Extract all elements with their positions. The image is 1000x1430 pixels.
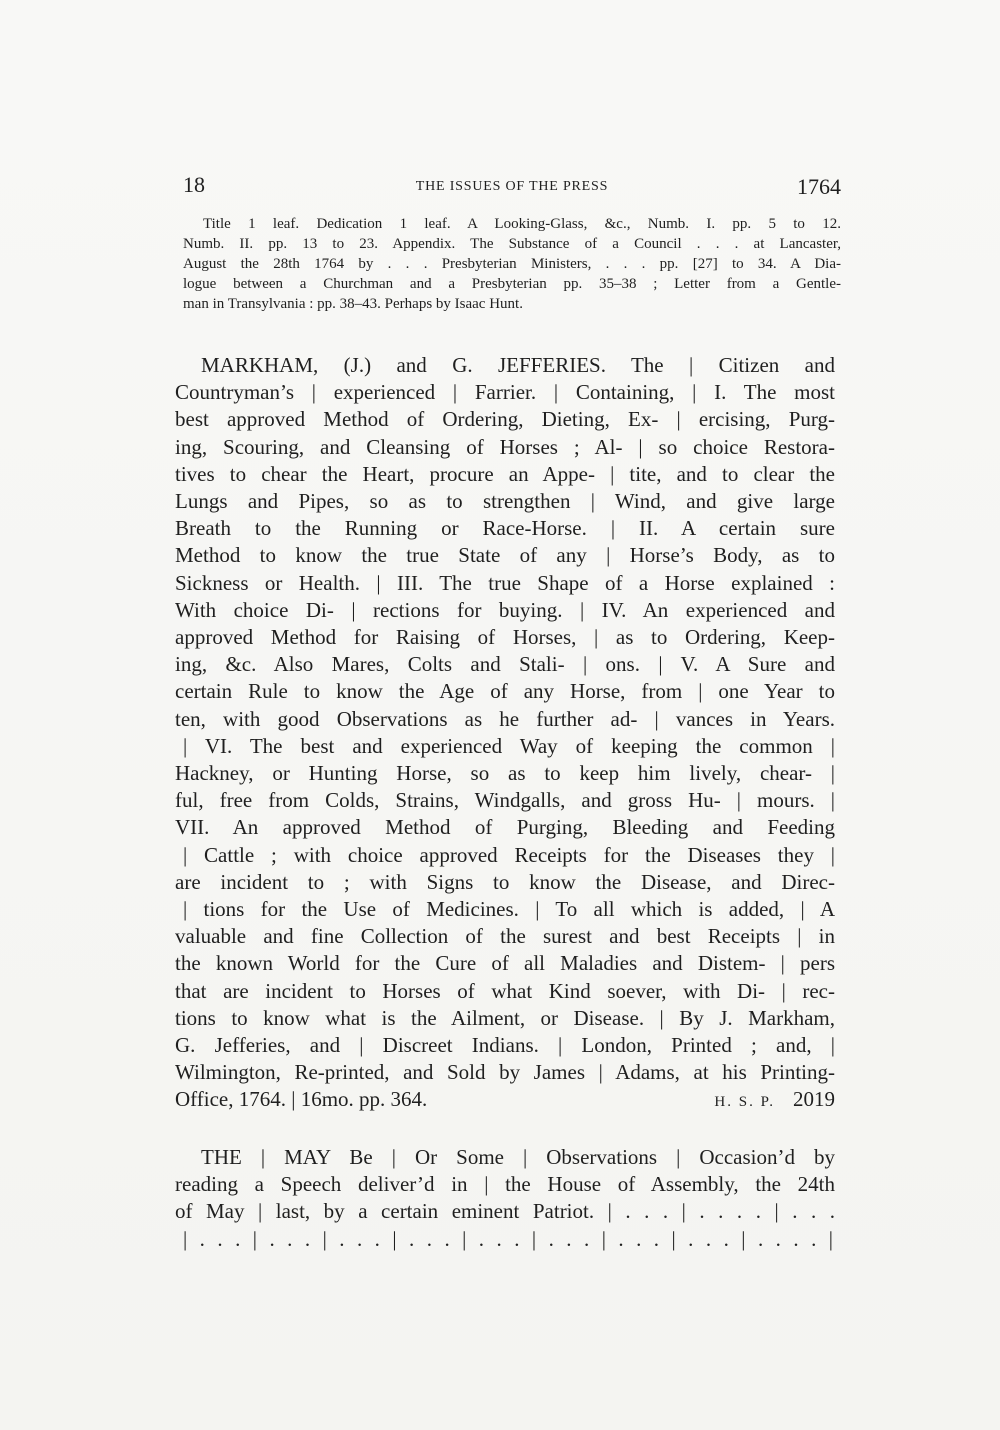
entry-line: that are incident to Horses of what Kind soever, with Di- | rec- xyxy=(175,978,835,1003)
entry-line: valuable and fine Collection of the surest and best Receipts | in xyxy=(175,924,835,949)
entry-line: best approved Method of Ordering, Dieting, Ex- | ercising, Purg- xyxy=(175,407,835,432)
entry-line: | VI. The best and experienced Way of keeping the common | xyxy=(183,733,835,758)
entry-line: the known World for the Cure of all Maladies and Distem- | pers xyxy=(175,951,835,976)
entry-line: ten, with good Observations as he further ad- | vances in Years. xyxy=(175,706,835,731)
entry-line: ing, Scouring, and Cleansing of Horses ; Al- | so choice Restora- xyxy=(175,434,835,459)
entry-line: tives to chear the Heart, procure an Appe- | tite, and to clear the xyxy=(175,461,835,486)
entry-line: Lungs and Pipes, so as to strengthen | Wind, and give large xyxy=(175,489,835,514)
library-abbreviation: H. S. P. xyxy=(714,1094,775,1111)
holding-reference xyxy=(714,1086,835,1116)
entry-line: Wilmington, Re-printed, and Sold by James | Adams, at his Printing- xyxy=(175,1060,835,1085)
entry-line: Breath to the Running or Race-Horse. | II. A certain sure xyxy=(175,516,835,541)
entry-line: | . . . | . . . | . . . | . . . | . . . | . . . | . . . | . . . | . . . . | xyxy=(183,1226,835,1251)
entry-line: reading a Speech deliver’d in | the House of Assembly, the 24th xyxy=(175,1172,835,1197)
entry-line: | tions for the Use of Medicines. | To all which is added, | A xyxy=(183,897,835,922)
entry-line: THE | MAY Be | Or Some | Observations | Occasion’d by xyxy=(201,1145,835,1169)
note-line: man in Transylvania : pp. 38–43. Perhaps by Isaac Hunt. xyxy=(183,296,523,312)
entry-number: 2019 xyxy=(793,1087,835,1112)
entry-line: ing, &c. Also Mares, Colts and Stali- | ons. | V. A Sure and xyxy=(175,652,835,677)
entry-line: With choice Di- | rections for buying. | IV. An experienced and xyxy=(175,597,835,622)
may-entry xyxy=(175,1144,835,1253)
entry-line: certain Rule to know the Age of any Horse, from | one Year to xyxy=(175,679,835,704)
entry-line-text: Office, 1764. | 16mo. pp. 364. xyxy=(175,1087,428,1112)
header-year: 1764 xyxy=(797,174,841,199)
collation-note xyxy=(183,214,841,314)
entry-line: of May | last, by a certain eminent Patriot. | . . . | . . . . | . . . xyxy=(175,1199,835,1224)
entry-line: G. Jefferies, and | Discreet Indians. | London, Printed ; and, | xyxy=(175,1033,835,1058)
markham-entry xyxy=(175,352,835,1114)
entry-line: Hackney, or Hunting Horse, so as to keep him lively, chear- | xyxy=(175,761,835,786)
entry-line: VII. An approved Method of Purging, Bleeding and Feeding xyxy=(175,815,835,840)
running-header xyxy=(183,172,841,206)
entry-line: Method to know the true State of any | Horse’s Body, as to xyxy=(175,543,835,568)
entry-line: | Cattle ; with choice approved Receipts for the Diseases they | xyxy=(183,842,835,867)
entry-line: are incident to ; with Signs to know the Disease, and Direc- xyxy=(175,869,835,894)
page-number: 18 xyxy=(183,172,205,197)
entry-line: ful, free from Colds, Strains, Windgalls, and gross Hu- | mours. | xyxy=(175,788,835,813)
entry-line: tions to know what is the Ailment, or Disease. | By J. Markham, xyxy=(175,1005,835,1030)
note-line: August the 28th 1764 by . . . Presbyterian Ministers, . . . pp. [27] to 34. A Dia- xyxy=(183,256,841,272)
entry-imprint-line xyxy=(175,1086,835,1113)
note-line: Title 1 leaf. Dedication 1 leaf. A Looking-Glass, &c., Numb. I. pp. 5 to 12. xyxy=(203,216,841,232)
entry-line: approved Method for Raising of Horses, | as to Ordering, Keep- xyxy=(175,625,835,650)
entry-line: Sickness or Health. | III. The true Shape of a Horse explained : xyxy=(175,570,835,595)
entry-line: MARKHAM, (J.) and G. JEFFERIES. The | Citizen and xyxy=(201,353,835,377)
running-title: THE ISSUES OF THE PRESS xyxy=(415,179,609,194)
entry-line: Countryman’s | experienced | Farrier. | Containing, | I. The most xyxy=(175,380,835,405)
note-line: logue between a Churchman and a Presbyterian pp. 35–38 ; Letter from a Gentle- xyxy=(183,276,841,292)
note-line: Numb. II. pp. 13 to 23. Appendix. The Substance of a Council . . . at Lancaster, xyxy=(183,236,841,252)
